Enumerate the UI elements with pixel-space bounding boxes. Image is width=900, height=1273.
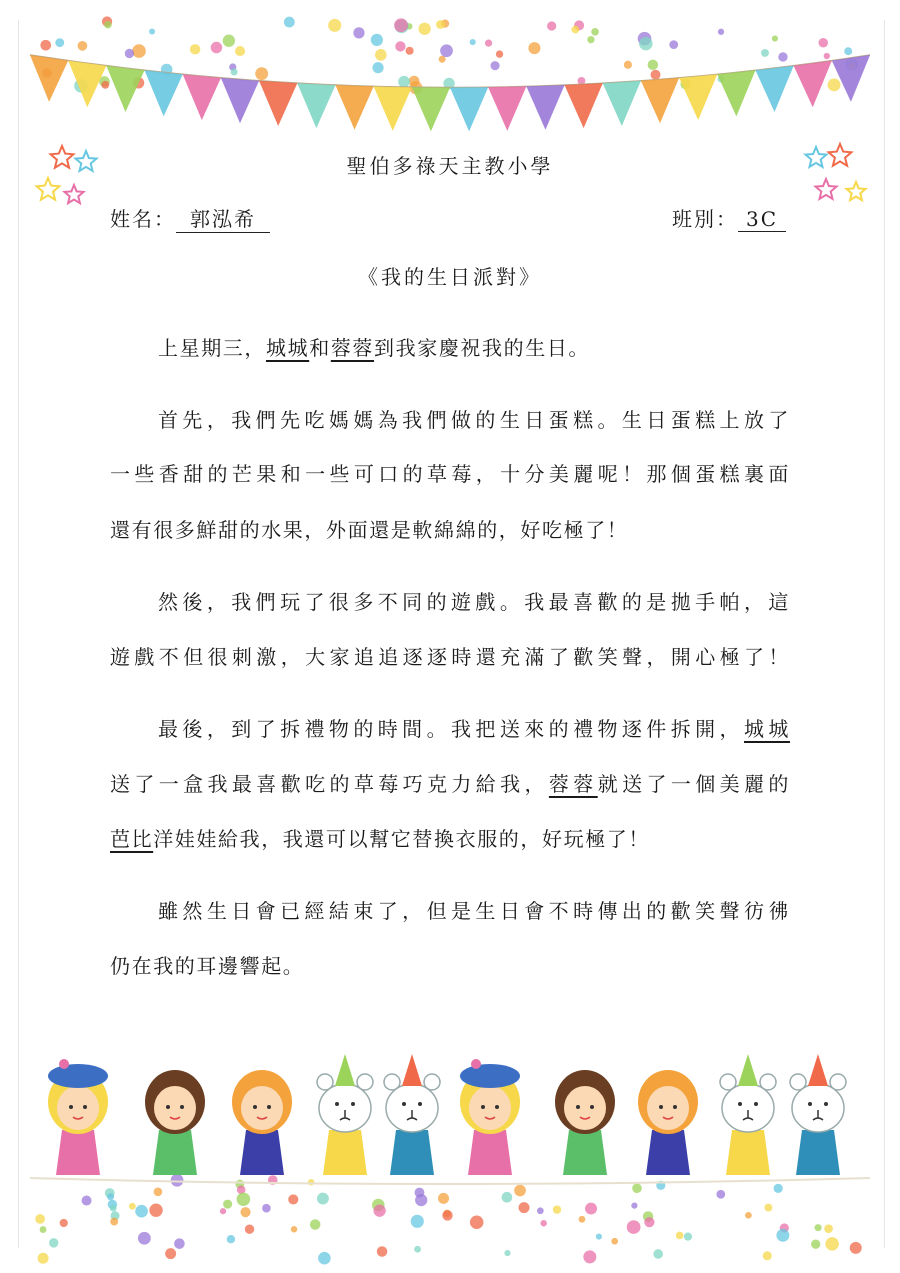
confetti-dot xyxy=(772,35,778,41)
bunting-flag xyxy=(335,85,373,130)
bunting-flag xyxy=(794,61,832,108)
confetti-dot xyxy=(49,1238,58,1247)
confetti-dot xyxy=(132,44,146,58)
confetti-dot xyxy=(406,47,414,55)
confetti-dot xyxy=(591,28,599,36)
confetti-dot xyxy=(235,46,245,56)
confetti-dot xyxy=(811,1240,820,1249)
confetti-dot xyxy=(190,44,200,54)
confetti-dot xyxy=(850,1242,862,1254)
confetti-dot xyxy=(375,49,387,61)
confetti-dot xyxy=(40,40,51,51)
confetti-dot xyxy=(828,78,841,91)
confetti-dot xyxy=(496,50,503,57)
confetti-dot xyxy=(778,52,787,61)
essay-text: 上星期三， xyxy=(158,336,266,360)
essay-text: 一些香甜的芒果和一些可口的草莓，十分美麗呢！那個蛋糕裏面 xyxy=(110,462,790,486)
confetti-dot xyxy=(669,40,678,49)
essay-line xyxy=(110,641,790,671)
confetti-dot xyxy=(814,1224,821,1231)
essay-line xyxy=(158,895,790,925)
confetti-dot xyxy=(227,1235,235,1243)
confetti-dot xyxy=(596,1234,602,1240)
confetti-dot xyxy=(718,29,724,35)
confetti-dot xyxy=(611,1238,618,1245)
confetti-dot xyxy=(537,1207,544,1214)
confetti-dot xyxy=(502,1192,513,1203)
confetti-dot xyxy=(651,70,661,80)
underlined-name: 蓉蓉 xyxy=(548,772,598,796)
confetti-dot xyxy=(436,20,445,29)
confetti-dot xyxy=(547,21,556,30)
confetti-dot xyxy=(398,76,410,88)
bear-figure xyxy=(384,1054,440,1175)
name-value: 郭泓希 xyxy=(176,203,270,233)
confetti-dot xyxy=(284,17,295,28)
confetti-dot xyxy=(154,1187,163,1196)
bunting-flag xyxy=(106,66,144,112)
bear-figure xyxy=(790,1054,846,1175)
confetti-dot xyxy=(716,1190,725,1199)
confetti-dot xyxy=(418,23,430,35)
bunting-flag xyxy=(679,74,717,120)
confetti-dot xyxy=(372,62,383,73)
confetti-dot xyxy=(104,21,111,28)
confetti-dot xyxy=(442,1210,452,1220)
bunting-flags-decoration xyxy=(0,0,900,230)
underlined-name: 蓉蓉 xyxy=(330,336,375,360)
bunting-flag xyxy=(183,74,221,120)
confetti-dot xyxy=(171,1174,184,1187)
confetti-dot xyxy=(165,1248,176,1259)
confetti-dot xyxy=(231,68,238,75)
cartoon-children-decoration xyxy=(0,1030,900,1273)
confetti-dot xyxy=(825,1237,838,1250)
confetti-dot xyxy=(60,1219,68,1227)
confetti-dot xyxy=(571,26,579,34)
confetti-dot xyxy=(82,1196,92,1206)
child-figure xyxy=(48,1059,108,1175)
confetti-dot xyxy=(373,1205,385,1217)
confetti-dot xyxy=(223,1200,232,1209)
confetti-dot xyxy=(470,39,476,45)
confetti-dot xyxy=(631,1202,637,1208)
bear-figure xyxy=(720,1054,776,1175)
confetti-dot xyxy=(528,42,540,54)
child-figure xyxy=(145,1070,205,1175)
confetti-dot xyxy=(353,27,364,38)
essay-line xyxy=(110,458,790,488)
confetti-dot xyxy=(240,1207,250,1217)
confetti-dot xyxy=(245,1224,254,1233)
essay-line xyxy=(110,768,790,798)
confetti-dot xyxy=(135,1205,148,1218)
confetti-dot xyxy=(818,38,828,48)
confetti-dot xyxy=(776,1229,789,1242)
confetti-dot xyxy=(78,41,88,51)
class-field xyxy=(672,203,786,232)
confetti-dot xyxy=(262,1204,271,1213)
bunting-flag xyxy=(603,81,641,126)
confetti-dot xyxy=(35,1214,45,1224)
bunting-flag xyxy=(412,87,450,131)
confetti-dot xyxy=(627,1220,641,1234)
essay-text: 雖然生日會已經結束了，但是生日會不時傳出的歡笑聲彷彿 xyxy=(158,899,790,923)
confetti-dot xyxy=(504,1250,510,1256)
essay-line xyxy=(158,713,790,743)
confetti-dot xyxy=(761,49,769,57)
bunting-flag xyxy=(450,87,488,131)
confetti-dot xyxy=(624,61,632,69)
essay-text: 還有很多鮮甜的水果，外面還是軟綿綿的，好吃極了！ xyxy=(110,518,629,542)
child-figure xyxy=(232,1070,292,1175)
bunting-flag xyxy=(755,66,793,112)
essay-line xyxy=(110,950,790,979)
confetti-dot xyxy=(844,47,852,55)
bunting-flag xyxy=(832,55,870,102)
confetti-dot xyxy=(684,1233,692,1241)
confetti-dot xyxy=(632,1183,642,1193)
confetti-dot xyxy=(317,1193,329,1205)
bunting-flag xyxy=(145,70,183,116)
essay-text: 和 xyxy=(309,336,331,360)
confetti-dot xyxy=(763,1251,772,1260)
bunting-flag xyxy=(488,86,526,130)
confetti-dot xyxy=(291,1226,298,1233)
star-icon xyxy=(816,179,837,199)
confetti-dot xyxy=(470,1215,484,1229)
confetti-dot xyxy=(110,1205,117,1212)
child-figure xyxy=(460,1059,520,1175)
confetti-dot xyxy=(411,1215,424,1228)
confetti-dot xyxy=(377,1246,388,1257)
confetti-dot xyxy=(125,49,134,58)
confetti-dot xyxy=(174,1238,185,1249)
school-name: 聖伯多祿天主教小學 xyxy=(346,154,554,178)
confetti-dot xyxy=(579,1216,586,1223)
essay-line xyxy=(110,823,790,852)
confetti-dot xyxy=(55,38,64,47)
essay-text: 到我家慶祝我的生日。 xyxy=(374,336,591,360)
confetti-dot xyxy=(318,1252,331,1265)
confetti-dot xyxy=(676,1232,684,1240)
essay-title: 《我的生日派對》 xyxy=(358,265,542,289)
confetti-dot xyxy=(211,42,222,53)
confetti-dot xyxy=(138,1232,151,1245)
essay-line xyxy=(158,586,790,616)
confetti-dot xyxy=(328,19,341,32)
confetti-dot xyxy=(774,1184,783,1193)
essay-text: 然後，我們玩了很多不同的遊戲。我最喜歡的是拋手帕，這 xyxy=(158,590,790,614)
confetti-dot xyxy=(514,1185,526,1197)
bunting-flag xyxy=(30,55,68,102)
essay-text: 遊戲不但很刺激，大家追追逐逐時還充滿了歡笑聲，開心極了！ xyxy=(110,645,790,669)
star-icon xyxy=(847,182,866,200)
confetti-dot xyxy=(220,1208,226,1214)
name-label: 姓名： xyxy=(110,207,176,231)
confetti-dot xyxy=(310,1219,321,1230)
confetti-dot xyxy=(439,56,446,63)
confetti-dot xyxy=(308,1179,314,1185)
confetti-dot xyxy=(824,53,830,59)
ground-line xyxy=(30,1178,870,1184)
confetti-dot xyxy=(414,1246,421,1253)
confetti-dot xyxy=(40,1226,47,1233)
child-figure xyxy=(638,1070,698,1175)
confetti-dot xyxy=(149,29,155,35)
confetti-dot xyxy=(107,1193,114,1200)
confetti-dot xyxy=(583,1250,596,1263)
confetti-dot xyxy=(38,1253,49,1264)
star-icon xyxy=(37,178,60,200)
confetti-dot xyxy=(745,1212,752,1219)
essay-text: 洋娃娃給我，我還可以幫它替換衣服的，好玩極了！ xyxy=(153,827,651,851)
essay-text: 仍在我的耳邊響起。 xyxy=(110,954,305,978)
confetti-dot xyxy=(644,1217,654,1227)
bunting-flag xyxy=(374,86,412,130)
bunting-flag xyxy=(259,81,297,126)
confetti-dot xyxy=(438,1193,449,1204)
confetti-dot xyxy=(519,1202,530,1213)
confetti-dot xyxy=(653,1249,663,1259)
underlined-name: 城城 xyxy=(266,336,310,360)
confetti-dot xyxy=(648,60,658,70)
confetti-dot xyxy=(101,81,109,89)
confetti-dot xyxy=(440,44,453,57)
bear-figure xyxy=(317,1054,373,1175)
confetti-dot xyxy=(639,37,652,50)
essay-text: 就送了一個美麗的 xyxy=(597,772,790,796)
confetti-dot xyxy=(371,34,383,46)
star-icon xyxy=(65,185,84,203)
confetti-dot xyxy=(223,35,235,47)
confetti-dot xyxy=(490,61,499,70)
confetti-dot xyxy=(585,1203,597,1215)
essay-line xyxy=(158,404,790,434)
essay-line xyxy=(110,514,790,543)
confetti-dot xyxy=(824,1224,833,1233)
essay-text: 首先，我們先吃媽媽為我們做的生日蛋糕。生日蛋糕上放了 xyxy=(158,408,790,432)
class-label: 班別： xyxy=(672,207,738,231)
confetti-dot xyxy=(237,1192,251,1206)
confetti-dot xyxy=(395,41,405,51)
child-figure xyxy=(555,1070,615,1175)
bunting-flag xyxy=(221,78,259,123)
underlined-name: 城城 xyxy=(743,717,790,741)
confetti-dot xyxy=(255,67,268,80)
confetti-dot xyxy=(149,1204,162,1217)
confetti-dot xyxy=(540,1220,546,1226)
bunting-flag xyxy=(641,78,679,123)
student-name-field xyxy=(110,203,270,233)
underlined-name: 芭比 xyxy=(110,827,154,851)
essay-text: 最後，到了拆禮物的時間。我把送來的禮物逐件拆開， xyxy=(158,717,744,741)
confetti-dot xyxy=(485,40,492,47)
class-value: 3C xyxy=(738,207,786,232)
essay-text: 送了一盒我最喜歡吃的草莓巧克力給我， xyxy=(110,772,549,796)
confetti-dot xyxy=(553,1205,561,1213)
confetti-dot xyxy=(110,1218,118,1226)
confetti-dot xyxy=(129,1203,136,1210)
bunting-flag xyxy=(717,70,755,116)
essay-line xyxy=(158,332,790,361)
confetti-dot xyxy=(415,1194,427,1206)
confetti-dot xyxy=(764,1204,772,1212)
confetti-dot xyxy=(288,1194,298,1204)
confetti-dot xyxy=(394,18,408,32)
confetti-dot xyxy=(587,36,594,43)
bunting-flag xyxy=(297,83,335,128)
bunting-flag xyxy=(526,85,564,130)
bunting-flag xyxy=(565,83,603,128)
